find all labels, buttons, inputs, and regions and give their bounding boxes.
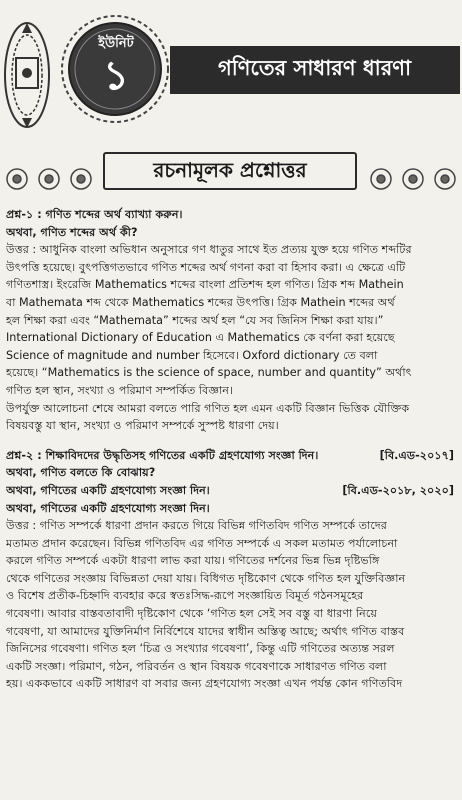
- unit-number: ১: [103, 53, 129, 99]
- question-1-alt: অথবা, গণিত শব্দের অর্থ কী?: [6, 225, 138, 239]
- answer-line: গণিতশাস্ত্র। ইংরেজি Mathematics শব্দের বাংলা প্রতিশব্দ হল গণিত। গ্রিক শব্দ Mathein: [6, 278, 404, 292]
- answer-line: উত্তর : আধুনিক বাংলা অভিধান অনুসারে গণ ধাতুর সাথে ইত প্রত্যয় যুক্ত হয়ে গণিত শব্দটির: [6, 243, 412, 257]
- chapter-header: [0, 0, 462, 182]
- answer-line: থেকে গণিতের সংজ্ঞায় বিভিন্নতা দেয়া যায়। বিধিগত দৃষ্টিকোণ থেকে গণিত হল যুক্তিবিজ্ঞান: [6, 571, 406, 585]
- answer-line: বিষয়বস্তু যা স্থান, সংখ্যা ও পরিমাণ সম্পর্কে সুস্পষ্ট ধারণা দেয়।: [6, 419, 279, 433]
- section-title: রচনামূলক প্রশ্নোত্তর: [153, 158, 307, 182]
- question-1: প্রশ্ন-১ : গণিত শব্দের অর্থ ব্যাখ্যা করুন।: [6, 208, 183, 221]
- answer-line: মতামত প্রদান করেছেন। বিভিন্ন গণিতবিদ এর গণিত সম্পর্কে এ সকল মতামত পর্যালোচনা: [6, 536, 398, 550]
- answer-line: জিনিসের গবেষণা। গণিত হল ‘চিত্র ও সংখ্যার গবেষণা’, কিন্তু এটি গণিতের অত্যন্ত সরল: [6, 642, 395, 656]
- answer-line: হয়েছে। “Mathematics is the science of space, number and quantity” অর্থাৎ: [6, 366, 412, 380]
- answer-line: একটি সংজ্ঞা। পরিমাণ, গঠন, পরিবর্তন ও স্থান বিষয়ক গবেষণাকে সাধারণত গণিত বলা: [6, 659, 387, 673]
- question-2-alt-3: অথবা, গণিতের একটি গ্রহণযোগ্য সংজ্ঞা দিন।: [6, 501, 210, 515]
- page-content: [6, 206, 454, 693]
- answer-line: গণিত হল স্থান, সংখ্যা ও পরিমাণ সম্পর্কিত বিজ্ঞান।: [6, 383, 233, 397]
- answer-line: বা Mathemata শব্দ থেকে Mathematics শব্দের উৎপত্তি। গ্রিক Mathein শব্দের অর্থ: [6, 295, 395, 309]
- answer-line: International Dictionary of Education এ Mathematics কে বর্ণনা করা হয়েছে: [6, 331, 395, 345]
- answer-line: ও বিশেষ প্রতীক-চিহ্নাদি ব্যবহার করে স্বতঃসিদ্ধ-রূপে সংজ্ঞায়িত বিমূর্ত গঠনসমূহের: [6, 589, 364, 603]
- ornament-icon: [2, 18, 52, 133]
- question-2: প্রশ্ন-২ : শিক্ষাবিদদের উদ্ধৃতিসহ গণিতের একটি গ্রহণযোগ্য সংজ্ঞা দিন।: [6, 448, 319, 462]
- question-2-alt-2-row: [6, 482, 454, 500]
- flower-ornament-icon: [4, 166, 94, 192]
- answer-line: গবেষণা। আবার বাস্তবতাবাদী দৃষ্টিকোণ থেকে ‘গণিত হল সেই সব বস্তু বা ধারণা নিয়ে: [6, 607, 377, 621]
- answer-line: উৎপত্তি হয়েছে। বুৎপত্তিগতভাবে গণিত শব্দের অর্থ গণনা করা বা হিসাব করা। এ ক্ষেত্রে এটি: [6, 260, 406, 274]
- question-2-row: [6, 447, 454, 465]
- answer-line: করলে গণিত সম্পর্কে একটা ধারণা লাভ করা যায়। গণিতের দর্শনের ভিন্ন ভিন্ন দৃষ্টিভঙ্গি: [6, 554, 380, 568]
- unit-label: ইউনিট: [98, 36, 134, 51]
- question-2-ref: [বি.এড-২০১৭]: [379, 448, 454, 462]
- question-2-alt-1: অথবা, গণিত বলতে কি বোঝায়?: [6, 466, 156, 480]
- answer-line: উপর্যুক্ত আলোচনা শেষে আমরা বলতে পারি গণিত হল এমন একটি বিজ্ঞান ভিত্তিক যৌক্তিক: [6, 401, 410, 415]
- flower-ornament-icon: [368, 166, 458, 192]
- answer-line: হল শিক্ষা করা এবং “Mathemata” শব্দের অর্থ হল “যে সব জিনিস শিক্ষা করা যায়।”: [6, 313, 384, 327]
- question-2-alt-2: অথবা, গণিতের একটি গ্রহণযোগ্য সংজ্ঞা দিন।: [6, 483, 210, 497]
- answer-line: হয়। এককভাবে একটি সাধারণ বা সবার জন্য গ্রহণযোগ্য সংজ্ঞা এখন পর্যন্ত কোন গণিতবিদ: [6, 677, 403, 691]
- answer-2: [6, 517, 454, 693]
- answer-line: Science of magnitude and number হিসেবে। Oxford dictionary তে বলা: [6, 348, 378, 362]
- question-2-alt-2-ref: [বি.এড-২০১৮, ২০২০]: [342, 483, 454, 497]
- answer-line: গবেষণা, যা আমাদের যুক্তিনির্মাণ নির্বিশেষে যাদের স্বাধীন অস্তিত্ব আছে; অর্থাৎ গণিত বাস্তব: [6, 624, 405, 638]
- chapter-title: গণিতের সাধারণ ধারণা: [217, 56, 412, 80]
- answer-1: [6, 241, 454, 435]
- answer-line: উত্তর : গণিত সম্পর্কে ধারণা প্রদান করতে গিয়ে বিভিন্ন গণিতবিদ গণিত সম্পর্কে তাদের: [6, 519, 387, 533]
